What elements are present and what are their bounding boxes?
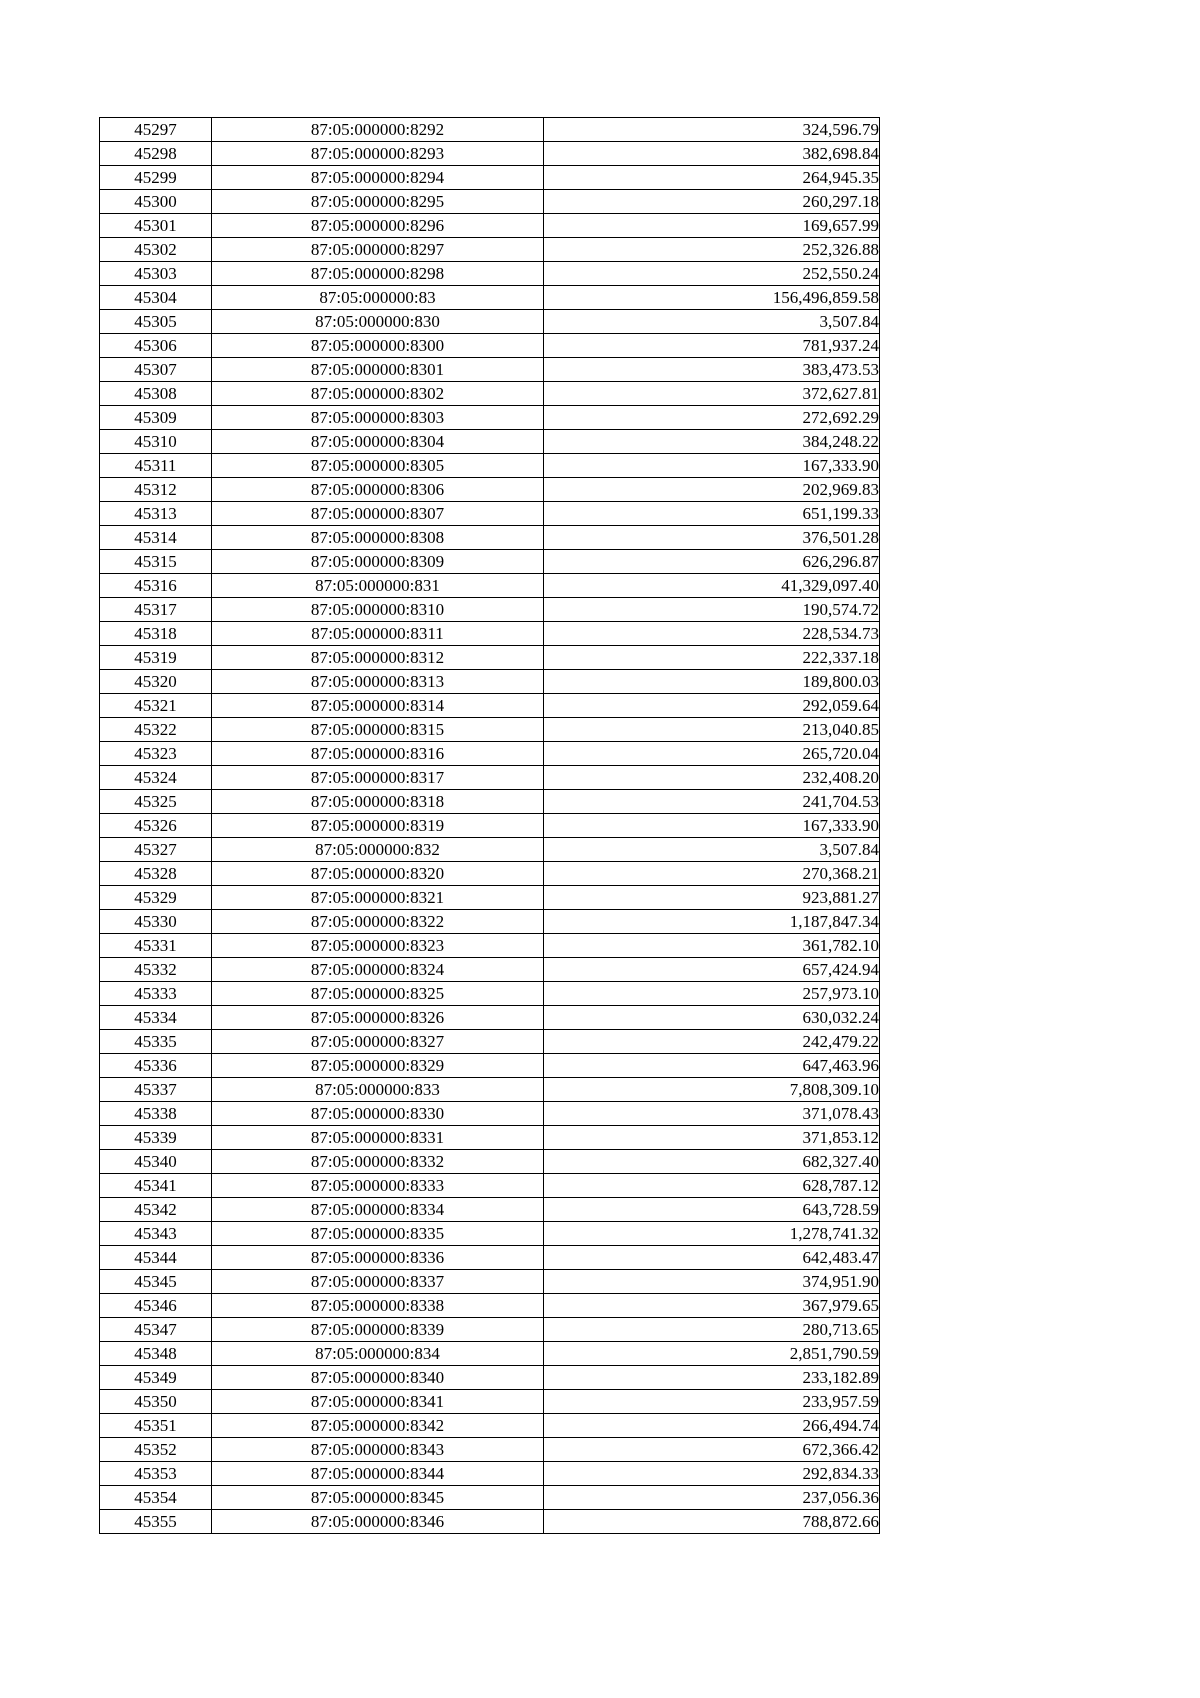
row-number-cell: 45311 bbox=[100, 454, 212, 478]
cadastral-number-cell: 87:05:000000:8304 bbox=[212, 430, 544, 454]
row-number-cell: 45313 bbox=[100, 502, 212, 526]
value-cell: 672,366.42 bbox=[544, 1438, 880, 1462]
table-row bbox=[100, 598, 880, 622]
value-cell: 242,479.22 bbox=[544, 1030, 880, 1054]
row-number-cell: 45315 bbox=[100, 550, 212, 574]
row-number-cell: 45309 bbox=[100, 406, 212, 430]
row-number-cell: 45347 bbox=[100, 1318, 212, 1342]
row-number-cell: 45303 bbox=[100, 262, 212, 286]
row-number-cell: 45331 bbox=[100, 934, 212, 958]
value-cell: 260,297.18 bbox=[544, 190, 880, 214]
row-number-cell: 45330 bbox=[100, 910, 212, 934]
row-number-cell: 45317 bbox=[100, 598, 212, 622]
table-row bbox=[100, 166, 880, 190]
cadastral-number-cell: 87:05:000000:8301 bbox=[212, 358, 544, 382]
value-cell: 266,494.74 bbox=[544, 1414, 880, 1438]
cadastral-number-cell: 87:05:000000:8338 bbox=[212, 1294, 544, 1318]
value-cell: 788,872.66 bbox=[544, 1510, 880, 1534]
value-cell: 382,698.84 bbox=[544, 142, 880, 166]
row-number-cell: 45338 bbox=[100, 1102, 212, 1126]
table-row bbox=[100, 1438, 880, 1462]
value-cell: 213,040.85 bbox=[544, 718, 880, 742]
value-cell: 156,496,859.58 bbox=[544, 286, 880, 310]
cadastral-number-cell: 87:05:000000:8344 bbox=[212, 1462, 544, 1486]
row-number-cell: 45345 bbox=[100, 1270, 212, 1294]
cadastral-number-cell: 87:05:000000:8337 bbox=[212, 1270, 544, 1294]
table-row bbox=[100, 190, 880, 214]
value-cell: 371,078.43 bbox=[544, 1102, 880, 1126]
table-row bbox=[100, 742, 880, 766]
cadastral-number-cell: 87:05:000000:8315 bbox=[212, 718, 544, 742]
value-cell: 372,627.81 bbox=[544, 382, 880, 406]
cadastral-number-cell: 87:05:000000:8311 bbox=[212, 622, 544, 646]
table-row bbox=[100, 286, 880, 310]
row-number-cell: 45344 bbox=[100, 1246, 212, 1270]
table-row bbox=[100, 1270, 880, 1294]
row-number-cell: 45323 bbox=[100, 742, 212, 766]
cadastral-number-cell: 87:05:000000:8321 bbox=[212, 886, 544, 910]
row-number-cell: 45302 bbox=[100, 238, 212, 262]
cadastral-number-cell: 87:05:000000:8294 bbox=[212, 166, 544, 190]
cadastral-number-cell: 87:05:000000:8306 bbox=[212, 478, 544, 502]
cadastral-number-cell: 87:05:000000:8340 bbox=[212, 1366, 544, 1390]
row-number-cell: 45354 bbox=[100, 1486, 212, 1510]
row-number-cell: 45346 bbox=[100, 1294, 212, 1318]
row-number-cell: 45314 bbox=[100, 526, 212, 550]
cadastral-number-cell: 87:05:000000:8314 bbox=[212, 694, 544, 718]
cadastral-number-cell: 87:05:000000:8303 bbox=[212, 406, 544, 430]
cadastral-number-cell: 87:05:000000:8312 bbox=[212, 646, 544, 670]
value-cell: 257,973.10 bbox=[544, 982, 880, 1006]
value-cell: 270,368.21 bbox=[544, 862, 880, 886]
cadastral-number-cell: 87:05:000000:8313 bbox=[212, 670, 544, 694]
row-number-cell: 45312 bbox=[100, 478, 212, 502]
row-number-cell: 45298 bbox=[100, 142, 212, 166]
cadastral-value-table bbox=[99, 117, 880, 1534]
value-cell: 383,473.53 bbox=[544, 358, 880, 382]
value-cell: 651,199.33 bbox=[544, 502, 880, 526]
cadastral-number-cell: 87:05:000000:83 bbox=[212, 286, 544, 310]
value-cell: 228,534.73 bbox=[544, 622, 880, 646]
row-number-cell: 45329 bbox=[100, 886, 212, 910]
value-cell: 376,501.28 bbox=[544, 526, 880, 550]
table-row bbox=[100, 1390, 880, 1414]
cadastral-number-cell: 87:05:000000:8330 bbox=[212, 1102, 544, 1126]
cadastral-number-cell: 87:05:000000:8305 bbox=[212, 454, 544, 478]
value-cell: 7,808,309.10 bbox=[544, 1078, 880, 1102]
table-body bbox=[100, 118, 880, 1534]
table-row bbox=[100, 670, 880, 694]
value-cell: 923,881.27 bbox=[544, 886, 880, 910]
cadastral-number-cell: 87:05:000000:8317 bbox=[212, 766, 544, 790]
table-row bbox=[100, 310, 880, 334]
row-number-cell: 45343 bbox=[100, 1222, 212, 1246]
cadastral-number-cell: 87:05:000000:8320 bbox=[212, 862, 544, 886]
cadastral-number-cell: 87:05:000000:8346 bbox=[212, 1510, 544, 1534]
row-number-cell: 45325 bbox=[100, 790, 212, 814]
table-row bbox=[100, 1294, 880, 1318]
cadastral-number-cell: 87:05:000000:8326 bbox=[212, 1006, 544, 1030]
value-cell: 252,550.24 bbox=[544, 262, 880, 286]
value-cell: 384,248.22 bbox=[544, 430, 880, 454]
table-row bbox=[100, 1510, 880, 1534]
cadastral-number-cell: 87:05:000000:8316 bbox=[212, 742, 544, 766]
cadastral-number-cell: 87:05:000000:8335 bbox=[212, 1222, 544, 1246]
value-cell: 371,853.12 bbox=[544, 1126, 880, 1150]
row-number-cell: 45327 bbox=[100, 838, 212, 862]
cadastral-number-cell: 87:05:000000:8339 bbox=[212, 1318, 544, 1342]
table-row bbox=[100, 1150, 880, 1174]
table-row bbox=[100, 406, 880, 430]
cadastral-number-cell: 87:05:000000:8334 bbox=[212, 1198, 544, 1222]
table-row bbox=[100, 718, 880, 742]
value-cell: 3,507.84 bbox=[544, 838, 880, 862]
value-cell: 189,800.03 bbox=[544, 670, 880, 694]
cadastral-number-cell: 87:05:000000:8319 bbox=[212, 814, 544, 838]
cadastral-number-cell: 87:05:000000:8329 bbox=[212, 1054, 544, 1078]
cadastral-number-cell: 87:05:000000:834 bbox=[212, 1342, 544, 1366]
value-cell: 1,278,741.32 bbox=[544, 1222, 880, 1246]
row-number-cell: 45321 bbox=[100, 694, 212, 718]
value-cell: 280,713.65 bbox=[544, 1318, 880, 1342]
value-cell: 169,657.99 bbox=[544, 214, 880, 238]
table-row bbox=[100, 118, 880, 142]
row-number-cell: 45318 bbox=[100, 622, 212, 646]
cadastral-number-cell: 87:05:000000:8331 bbox=[212, 1126, 544, 1150]
document-page bbox=[99, 117, 880, 1534]
value-cell: 374,951.90 bbox=[544, 1270, 880, 1294]
value-cell: 643,728.59 bbox=[544, 1198, 880, 1222]
cadastral-number-cell: 87:05:000000:8342 bbox=[212, 1414, 544, 1438]
value-cell: 272,692.29 bbox=[544, 406, 880, 430]
row-number-cell: 45348 bbox=[100, 1342, 212, 1366]
value-cell: 3,507.84 bbox=[544, 310, 880, 334]
table-row bbox=[100, 646, 880, 670]
row-number-cell: 45336 bbox=[100, 1054, 212, 1078]
value-cell: 1,187,847.34 bbox=[544, 910, 880, 934]
table-row bbox=[100, 1078, 880, 1102]
value-cell: 264,945.35 bbox=[544, 166, 880, 190]
row-number-cell: 45300 bbox=[100, 190, 212, 214]
value-cell: 367,979.65 bbox=[544, 1294, 880, 1318]
row-number-cell: 45351 bbox=[100, 1414, 212, 1438]
table-row bbox=[100, 1366, 880, 1390]
row-number-cell: 45350 bbox=[100, 1390, 212, 1414]
table-row bbox=[100, 454, 880, 478]
cadastral-number-cell: 87:05:000000:8302 bbox=[212, 382, 544, 406]
table-row bbox=[100, 1486, 880, 1510]
table-row bbox=[100, 910, 880, 934]
table-row bbox=[100, 502, 880, 526]
cadastral-number-cell: 87:05:000000:8310 bbox=[212, 598, 544, 622]
value-cell: 265,720.04 bbox=[544, 742, 880, 766]
value-cell: 2,851,790.59 bbox=[544, 1342, 880, 1366]
table-row bbox=[100, 766, 880, 790]
table-row bbox=[100, 214, 880, 238]
table-row bbox=[100, 1462, 880, 1486]
table-row bbox=[100, 1198, 880, 1222]
cadastral-number-cell: 87:05:000000:8298 bbox=[212, 262, 544, 286]
table-row bbox=[100, 622, 880, 646]
table-row bbox=[100, 358, 880, 382]
row-number-cell: 45332 bbox=[100, 958, 212, 982]
table-row bbox=[100, 790, 880, 814]
row-number-cell: 45333 bbox=[100, 982, 212, 1006]
value-cell: 233,182.89 bbox=[544, 1366, 880, 1390]
row-number-cell: 45310 bbox=[100, 430, 212, 454]
row-number-cell: 45335 bbox=[100, 1030, 212, 1054]
cadastral-number-cell: 87:05:000000:8336 bbox=[212, 1246, 544, 1270]
row-number-cell: 45328 bbox=[100, 862, 212, 886]
row-number-cell: 45299 bbox=[100, 166, 212, 190]
table-row bbox=[100, 1246, 880, 1270]
table-row bbox=[100, 1030, 880, 1054]
cadastral-number-cell: 87:05:000000:831 bbox=[212, 574, 544, 598]
value-cell: 630,032.24 bbox=[544, 1006, 880, 1030]
row-number-cell: 45297 bbox=[100, 118, 212, 142]
cadastral-number-cell: 87:05:000000:8343 bbox=[212, 1438, 544, 1462]
value-cell: 190,574.72 bbox=[544, 598, 880, 622]
table-row bbox=[100, 1102, 880, 1126]
row-number-cell: 45353 bbox=[100, 1462, 212, 1486]
cadastral-number-cell: 87:05:000000:8341 bbox=[212, 1390, 544, 1414]
cadastral-number-cell: 87:05:000000:8322 bbox=[212, 910, 544, 934]
row-number-cell: 45337 bbox=[100, 1078, 212, 1102]
row-number-cell: 45308 bbox=[100, 382, 212, 406]
row-number-cell: 45307 bbox=[100, 358, 212, 382]
value-cell: 167,333.90 bbox=[544, 814, 880, 838]
row-number-cell: 45339 bbox=[100, 1126, 212, 1150]
row-number-cell: 45341 bbox=[100, 1174, 212, 1198]
value-cell: 626,296.87 bbox=[544, 550, 880, 574]
value-cell: 252,326.88 bbox=[544, 238, 880, 262]
value-cell: 237,056.36 bbox=[544, 1486, 880, 1510]
value-cell: 657,424.94 bbox=[544, 958, 880, 982]
cadastral-number-cell: 87:05:000000:8300 bbox=[212, 334, 544, 358]
row-number-cell: 45319 bbox=[100, 646, 212, 670]
table-row bbox=[100, 838, 880, 862]
value-cell: 41,329,097.40 bbox=[544, 574, 880, 598]
row-number-cell: 45306 bbox=[100, 334, 212, 358]
row-number-cell: 45342 bbox=[100, 1198, 212, 1222]
cadastral-number-cell: 87:05:000000:8308 bbox=[212, 526, 544, 550]
table-row bbox=[100, 1318, 880, 1342]
cadastral-number-cell: 87:05:000000:8333 bbox=[212, 1174, 544, 1198]
row-number-cell: 45340 bbox=[100, 1150, 212, 1174]
cadastral-number-cell: 87:05:000000:8297 bbox=[212, 238, 544, 262]
cadastral-number-cell: 87:05:000000:832 bbox=[212, 838, 544, 862]
table-row bbox=[100, 862, 880, 886]
table-row bbox=[100, 550, 880, 574]
cadastral-number-cell: 87:05:000000:8292 bbox=[212, 118, 544, 142]
value-cell: 222,337.18 bbox=[544, 646, 880, 670]
row-number-cell: 45355 bbox=[100, 1510, 212, 1534]
cadastral-number-cell: 87:05:000000:8309 bbox=[212, 550, 544, 574]
table-row bbox=[100, 238, 880, 262]
row-number-cell: 45334 bbox=[100, 1006, 212, 1030]
table-row bbox=[100, 262, 880, 286]
table-row bbox=[100, 1054, 880, 1078]
table-row bbox=[100, 574, 880, 598]
row-number-cell: 45349 bbox=[100, 1366, 212, 1390]
value-cell: 241,704.53 bbox=[544, 790, 880, 814]
value-cell: 781,937.24 bbox=[544, 334, 880, 358]
value-cell: 324,596.79 bbox=[544, 118, 880, 142]
table-row bbox=[100, 1174, 880, 1198]
row-number-cell: 45326 bbox=[100, 814, 212, 838]
row-number-cell: 45316 bbox=[100, 574, 212, 598]
table-row bbox=[100, 958, 880, 982]
table-row bbox=[100, 334, 880, 358]
cadastral-number-cell: 87:05:000000:8323 bbox=[212, 934, 544, 958]
value-cell: 167,333.90 bbox=[544, 454, 880, 478]
row-number-cell: 45352 bbox=[100, 1438, 212, 1462]
value-cell: 628,787.12 bbox=[544, 1174, 880, 1198]
row-number-cell: 45304 bbox=[100, 286, 212, 310]
table-row bbox=[100, 526, 880, 550]
table-row bbox=[100, 1342, 880, 1366]
cadastral-number-cell: 87:05:000000:8293 bbox=[212, 142, 544, 166]
cadastral-number-cell: 87:05:000000:8325 bbox=[212, 982, 544, 1006]
value-cell: 642,483.47 bbox=[544, 1246, 880, 1270]
table-row bbox=[100, 430, 880, 454]
table-row bbox=[100, 1222, 880, 1246]
cadastral-number-cell: 87:05:000000:8345 bbox=[212, 1486, 544, 1510]
value-cell: 292,834.33 bbox=[544, 1462, 880, 1486]
cadastral-number-cell: 87:05:000000:8332 bbox=[212, 1150, 544, 1174]
table-row bbox=[100, 982, 880, 1006]
value-cell: 233,957.59 bbox=[544, 1390, 880, 1414]
cadastral-number-cell: 87:05:000000:8324 bbox=[212, 958, 544, 982]
value-cell: 647,463.96 bbox=[544, 1054, 880, 1078]
table-row bbox=[100, 1006, 880, 1030]
value-cell: 361,782.10 bbox=[544, 934, 880, 958]
row-number-cell: 45301 bbox=[100, 214, 212, 238]
table-row bbox=[100, 382, 880, 406]
cadastral-number-cell: 87:05:000000:8296 bbox=[212, 214, 544, 238]
cadastral-number-cell: 87:05:000000:8295 bbox=[212, 190, 544, 214]
cadastral-number-cell: 87:05:000000:8318 bbox=[212, 790, 544, 814]
value-cell: 292,059.64 bbox=[544, 694, 880, 718]
table-row bbox=[100, 934, 880, 958]
row-number-cell: 45320 bbox=[100, 670, 212, 694]
row-number-cell: 45305 bbox=[100, 310, 212, 334]
table-row bbox=[100, 1414, 880, 1438]
row-number-cell: 45324 bbox=[100, 766, 212, 790]
table-row bbox=[100, 1126, 880, 1150]
cadastral-number-cell: 87:05:000000:8327 bbox=[212, 1030, 544, 1054]
table-row bbox=[100, 478, 880, 502]
cadastral-number-cell: 87:05:000000:8307 bbox=[212, 502, 544, 526]
cadastral-number-cell: 87:05:000000:830 bbox=[212, 310, 544, 334]
value-cell: 202,969.83 bbox=[544, 478, 880, 502]
value-cell: 682,327.40 bbox=[544, 1150, 880, 1174]
table-row bbox=[100, 814, 880, 838]
table-row bbox=[100, 886, 880, 910]
table-row bbox=[100, 694, 880, 718]
cadastral-number-cell: 87:05:000000:833 bbox=[212, 1078, 544, 1102]
value-cell: 232,408.20 bbox=[544, 766, 880, 790]
row-number-cell: 45322 bbox=[100, 718, 212, 742]
table-row bbox=[100, 142, 880, 166]
